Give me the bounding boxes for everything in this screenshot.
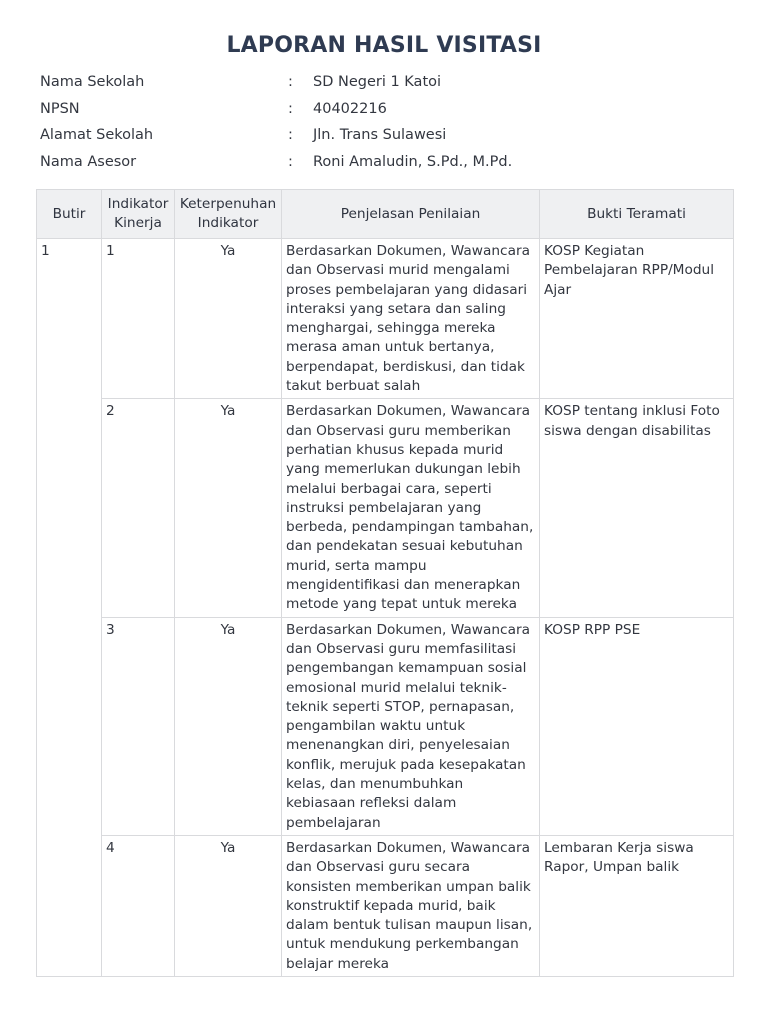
header-indikator-kinerja: Indikator Kinerja xyxy=(102,190,175,239)
info-value: 40402216 xyxy=(313,100,387,117)
school-info xyxy=(40,72,740,178)
bukti-cell: KOSP RPP PSE xyxy=(540,617,734,835)
penjelasan-cell: Berdasarkan Dokumen, Wawancara dan Observasi murid mengalami proses pembelajaran yang didasari interaksi yang setara dan saling menghargai, sehingga mereka merasa aman untuk bertanya, berpendapat, berdiskusi, dan tidak takut berbuat salah xyxy=(282,239,540,399)
bukti-cell: Lembaran Kerja siswa Rapor, Umpan balik xyxy=(540,835,734,976)
table-row xyxy=(37,239,734,399)
table-header-row xyxy=(37,190,734,239)
keterpenuhan-cell: Ya xyxy=(175,239,282,399)
info-value: SD Negeri 1 Katoi xyxy=(313,74,442,90)
info-value: Jln. Trans Sulawesi xyxy=(313,127,447,144)
info-colon: : xyxy=(288,153,293,170)
header-penjelasan-penilaian: Penjelasan Penilaian xyxy=(282,190,540,239)
bukti-cell: KOSP tentang inklusi Foto siswa dengan disabilitas xyxy=(540,399,734,617)
butir-cell: 1 xyxy=(37,239,102,977)
penjelasan-cell: Berdasarkan Dokumen, Wawancara dan Observasi guru memberikan perhatian khusus kepada murid yang memerlukan dukungan lebih melalui berbagai cara, seperti instruksi pembelajaran yang berbeda, pendampingan tambahan, dan pendekatan sesuai kebutuhan murid, serta mampu mengidentifikasi dan menerapkan metode yang tepat untuk mereka xyxy=(282,399,540,617)
info-value: Roni Amaludin, S.Pd., M.Pd. xyxy=(313,153,513,170)
table-row xyxy=(37,399,734,617)
penjelasan-cell: Berdasarkan Dokumen, Wawancara dan Observasi guru memfasilitasi pengembangan kemampuan sosial emosional murid melalui teknik-teknik seperti STOP, pernapasan, pengambilan waktu untuk menenangkan diri, penyelesaian konflik, merujuk pada kesepakatan kelas, dan menumbuhkan kebiasaan refleksi dalam pembelajaran xyxy=(282,617,540,835)
header-bukti-teramati: Bukti Teramati xyxy=(540,190,734,239)
report-title: LAPORAN HASIL VISITASI xyxy=(226,33,542,58)
table-row xyxy=(37,617,734,835)
info-row-npsn xyxy=(40,99,740,126)
info-colon: : xyxy=(288,127,293,144)
keterpenuhan-cell: Ya xyxy=(175,617,282,835)
penjelasan-cell: Berdasarkan Dokumen, Wawancara dan Observasi guru secara konsisten memberikan umpan balik konstruktif kepada murid, baik dalam bentuk tulisan maupun lisan, untuk mendukung perkembangan belajar mereka xyxy=(282,835,540,976)
info-colon: : xyxy=(288,74,293,90)
info-label: NPSN xyxy=(40,100,80,117)
keterpenuhan-cell: Ya xyxy=(175,835,282,976)
info-row-assessor xyxy=(40,152,740,179)
indikator-cell: 4 xyxy=(102,835,175,976)
info-row-address xyxy=(40,125,740,152)
info-label: Alamat Sekolah xyxy=(40,127,154,144)
indikator-cell: 2 xyxy=(102,399,175,617)
info-label: Nama Sekolah xyxy=(40,74,145,90)
table-row xyxy=(37,835,734,976)
indikator-cell: 1 xyxy=(102,239,175,399)
info-row-school-name xyxy=(40,72,740,99)
info-colon: : xyxy=(288,100,293,117)
keterpenuhan-cell: Ya xyxy=(175,399,282,617)
indikator-cell: 3 xyxy=(102,617,175,835)
info-label: Nama Asesor xyxy=(40,153,137,170)
header-butir: Butir xyxy=(37,190,102,239)
visitation-table xyxy=(36,189,734,977)
bukti-cell: KOSP Kegiatan Pembelajaran RPP/Modul Ajar xyxy=(540,239,734,399)
header-keterpenuhan-indikator: Keterpenuhan Indikator xyxy=(175,190,282,239)
